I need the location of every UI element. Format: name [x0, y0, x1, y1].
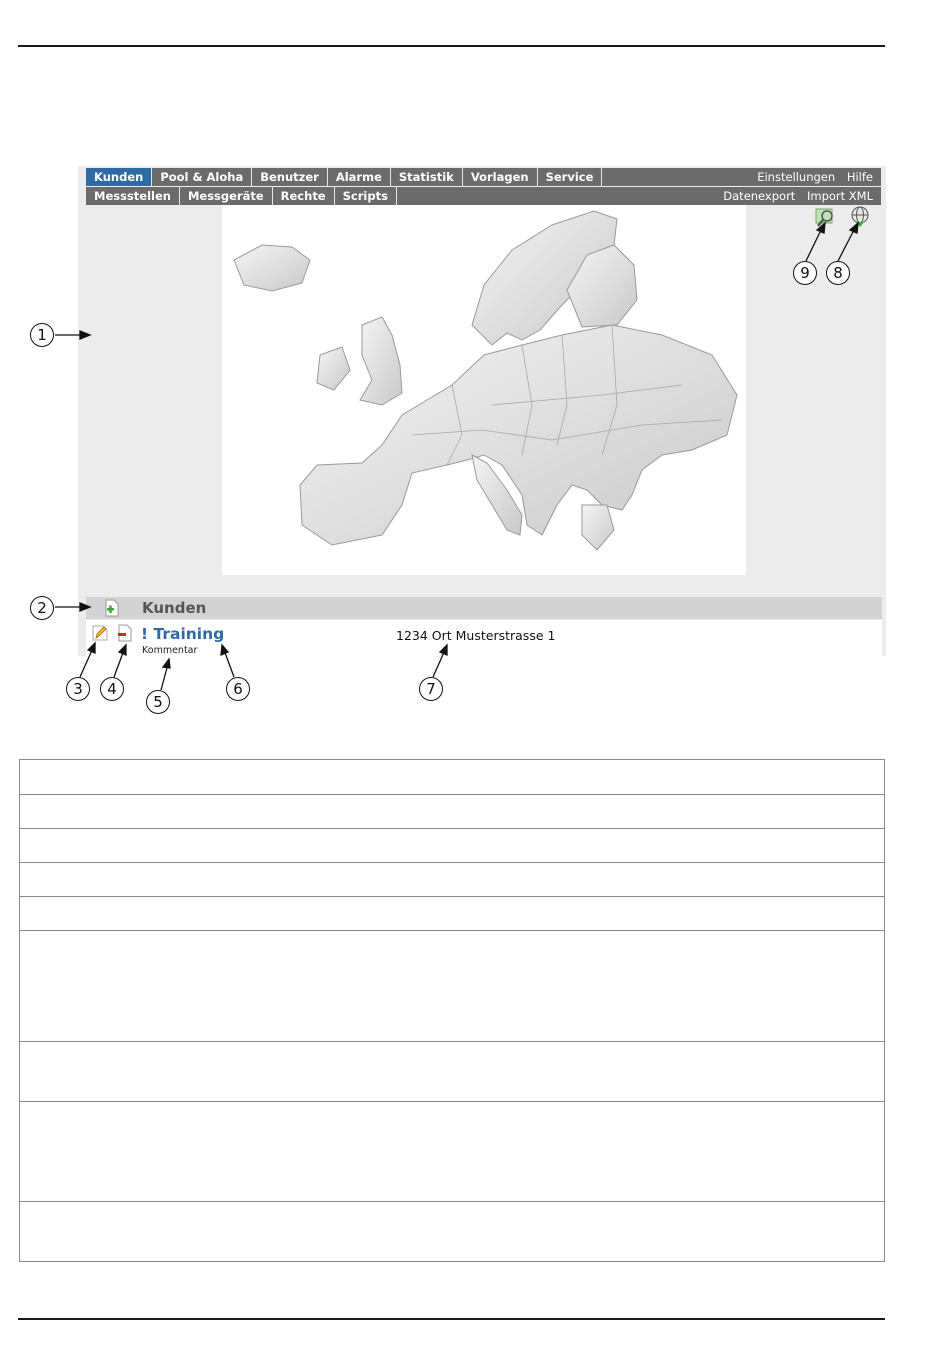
legend-table [19, 759, 885, 1262]
tab-messgeraete[interactable]: Messgeräte [180, 187, 273, 205]
tab-vorlagen[interactable]: Vorlagen [463, 168, 538, 186]
table-row [20, 1202, 885, 1262]
customer-comment: Kommentar [142, 645, 198, 656]
callout-3: 3 [66, 677, 90, 701]
tab-rechte[interactable]: Rechte [273, 187, 335, 205]
table-row [20, 931, 885, 1042]
tab-scripts[interactable]: Scripts [335, 187, 397, 205]
callout-8: 8 [826, 261, 850, 285]
link-import-xml[interactable]: Import XML [806, 189, 873, 203]
tab-service[interactable]: Service [538, 168, 603, 186]
table-row [20, 795, 885, 829]
table-row [20, 760, 885, 795]
callout-4: 4 [100, 677, 124, 701]
link-hilfe[interactable]: Hilfe [846, 170, 873, 184]
tab-pool-aloha[interactable]: Pool & Aloha [152, 168, 252, 186]
link-einstellungen[interactable]: Einstellungen [757, 170, 836, 184]
callout-1: 1 [30, 323, 54, 347]
tab-statistik[interactable]: Statistik [391, 168, 463, 186]
customer-name-link[interactable]: ! Training [141, 625, 225, 643]
customers-title: Kunden [142, 599, 207, 617]
tab-kunden[interactable]: Kunden [86, 168, 152, 186]
callout-7: 7 [419, 677, 443, 701]
customer-address: 1234 Ort Musterstrasse 1 [396, 628, 556, 643]
table-row [20, 897, 885, 931]
callout-9: 9 [793, 261, 817, 285]
tab-benutzer[interactable]: Benutzer [252, 168, 328, 186]
bottom-rule [18, 1318, 885, 1320]
table-row [20, 863, 885, 897]
table-row [20, 1042, 885, 1102]
callout-6: 6 [226, 677, 250, 701]
table-row [20, 829, 885, 863]
tab-alarme[interactable]: Alarme [328, 168, 391, 186]
table-row [20, 1102, 885, 1202]
tab-messstellen[interactable]: Messstellen [86, 187, 180, 205]
link-datenexport[interactable]: Datenexport [723, 189, 796, 203]
callout-2: 2 [30, 596, 54, 620]
callout-5: 5 [146, 690, 170, 714]
